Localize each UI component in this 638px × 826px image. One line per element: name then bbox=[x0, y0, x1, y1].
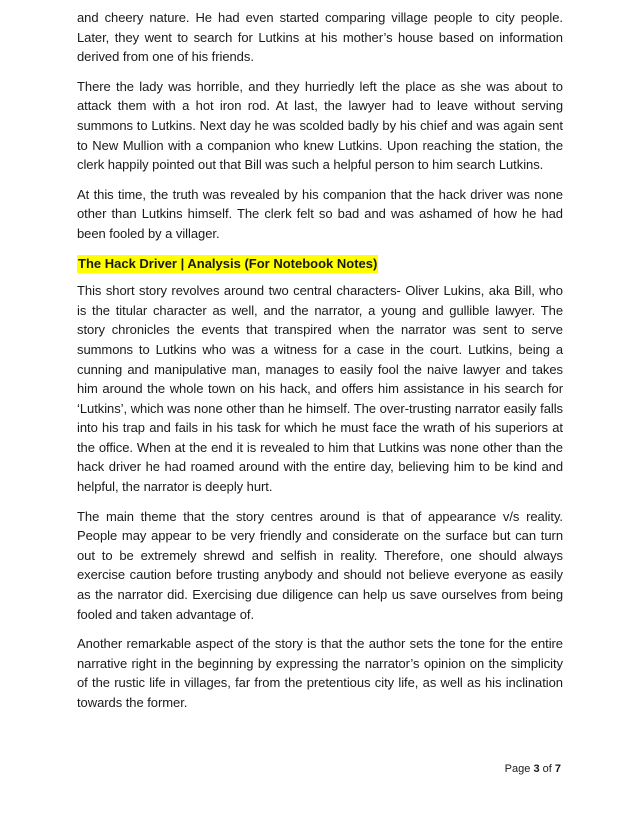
paragraph-continuation: and cheery nature. He had even started comparing village people to city people. Later, they went to search for Lutkins at his mother’s house based on information derived from one of his friends. bbox=[77, 10, 563, 65]
paragraph-lady-horrible: There the lady was horrible, and they hurriedly left the place as she was about to attack them with a hot iron rod. At last, the lawyer had to leave without serving summons to Lutkins. Next day he was scolded badly by his chief and was again sent to New Mullion with a companion who knew Lutkins. Upon reaching the station, the clerk happily pointed out that Bill was such a helpful person to him search Lutkins. bbox=[77, 78, 563, 173]
highlighted-heading-text: The Hack Driver | Analysis (For Notebook Notes) bbox=[78, 255, 378, 271]
page-number-footer bbox=[505, 762, 561, 776]
section-heading bbox=[77, 254, 563, 274]
paragraph-analysis-characters: This short story revolves around two central characters- Oliver Lukins, aka Bill, who is the titular character as well, and the narrator, a young and gullible lawyer. The story chronicles the events that transpired when the narrator was sent to serve summons to Lutkins who was a witness for a case in the court. Lutkins, being a cunning and manipulative man, manages to easily fool the naive lawyer and takes him around the whole town on his hack, and offers him assistance in his search for ‘Lutkins’, which was none other than he himself. The over-trusting narrator easily falls into his trap and fails in his task for which he must face the wrath of his superiors at the office. When at the end it is revealed to him that Lutkins was none other than the hack driver he had roamed around with the entire day, believing him to be kind and helpful, the narrator is deeply hurt. bbox=[77, 283, 563, 495]
paragraph-analysis-theme: The main theme that the story centres around is that of appearance v/s reality. People may appear to be very friendly and considerate on the surface but can turn out to be extremely shrewd and selfish in reality. Therefore, one should always exercise caution before trusting anybody and should not believe everyone as easily as the narrator did. Exercising due diligence can help us save ourselves from being fooled and taken advantage of. bbox=[77, 508, 563, 622]
paragraph-truth-revealed: At this time, the truth was revealed by his companion that the hack driver was none other than Lutkins himself. The clerk felt so bad and was ashamed of how he had been fooled by a villager. bbox=[77, 186, 563, 241]
page-label: Page bbox=[504, 763, 531, 775]
document-page bbox=[77, 8, 563, 723]
paragraph-analysis-tone: Another remarkable aspect of the story is that the author sets the tone for the entire narrative right in the beginning by expressing the narrator’s opinion on the simplicity of the rustic life in villages, far from the pretentious city life, as well as his inclination towards the former. bbox=[77, 636, 563, 710]
page-of-label: of bbox=[542, 763, 552, 775]
current-page-number: 3 bbox=[533, 763, 540, 775]
total-page-number: 7 bbox=[554, 763, 561, 775]
